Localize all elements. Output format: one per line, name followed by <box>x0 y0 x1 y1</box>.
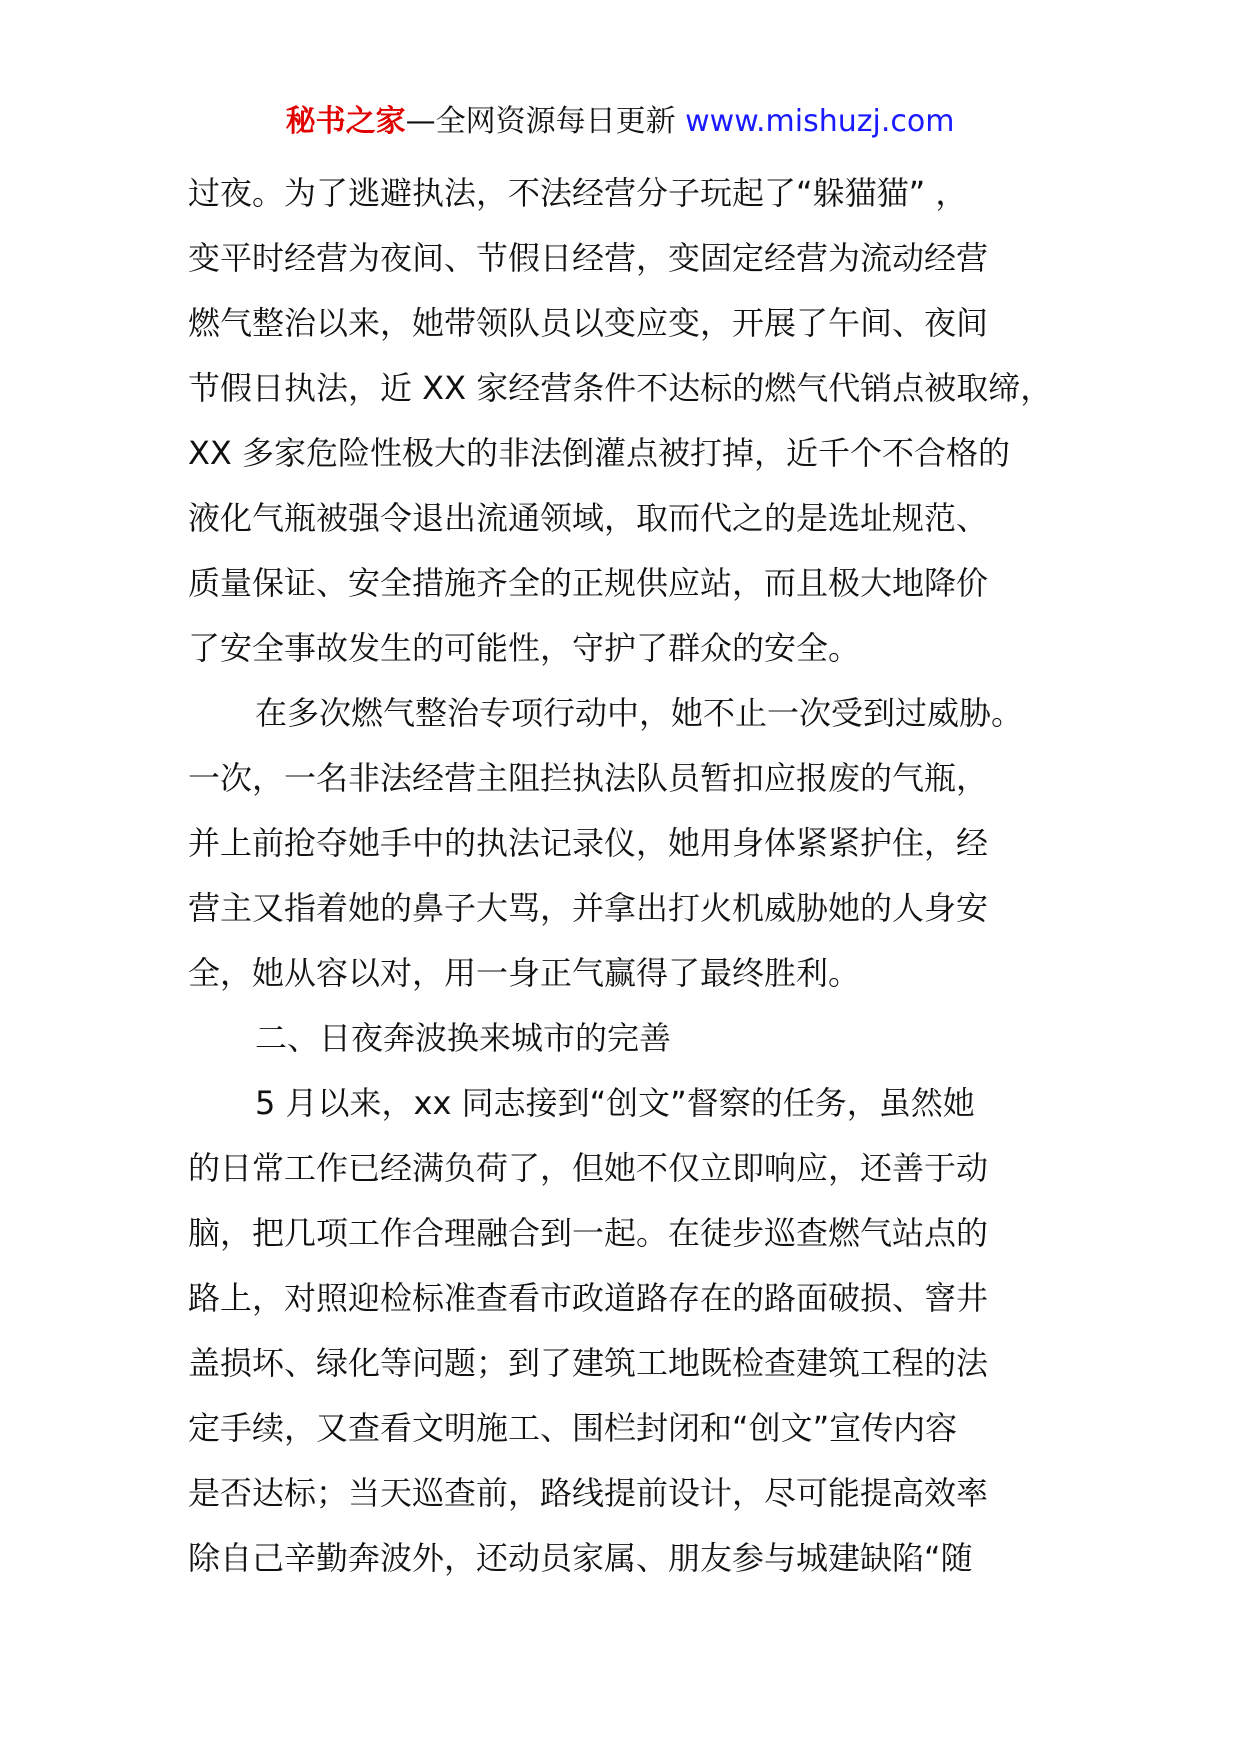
text-line: 是否达标；当天巡查前，路线提前设计，尽可能提高效率 <box>188 1474 989 1512</box>
header-tagline: —全网资源每日更新 <box>405 104 686 139</box>
site-url-link[interactable]: www.mishuzj.com <box>685 104 955 139</box>
text-line: 全，她从容以对，用一身正气赢得了最终胜利。 <box>188 954 861 992</box>
text-line: 营主又指着她的鼻子大骂，并拿出打火机威胁她的人身安 <box>188 889 989 927</box>
text-line: 过夜。为了逃避执法，不法经营分子玩起了“躲猫猫” ， <box>188 174 968 212</box>
text-line: 液化气瓶被强令退出流通领域，取而代之的是选址规范、 <box>188 499 989 537</box>
text-line: 二、日夜奔波换来城市的完善 <box>255 1019 672 1057</box>
text-line: 变平时经营为夜间、节假日经营，变固定经营为流动经营 <box>188 239 989 277</box>
text-line: 质量保证、安全措施齐全的正规供应站，而且极大地降价 <box>188 564 989 602</box>
text-line: 路上，对照迎检标准查看市政道路存在的路面破损、窨井 <box>188 1279 989 1317</box>
site-header <box>0 100 1240 144</box>
text-line: 了安全事故发生的可能性，守护了群众的安全。 <box>188 629 861 667</box>
text-line: 节假日执法，近 XX 家经营条件不达标的燃气代销点被取缔， <box>188 369 1053 407</box>
text-line: 一次，一名非法经营主阻拦执法队员暂扣应报废的气瓶， <box>188 759 989 797</box>
document-body <box>188 161 1088 1591</box>
text-line: XX 多家危险性极大的非法倒灌点被打掉，近千个不合格的 <box>188 434 1011 472</box>
text-line: 并上前抢夺她手中的执法记录仪，她用身体紧紧护住，经 <box>188 824 989 862</box>
brand-name: 秘书之家 <box>285 104 406 139</box>
text-line: 的日常工作已经满负荷了，但她不仅立即响应，还善于动 <box>188 1149 989 1187</box>
text-line: 5 月以来，xx 同志接到“创文”督察的任务，虽然她 <box>255 1084 975 1122</box>
text-line: 在多次燃气整治专项行动中，她不止一次受到过威胁。 <box>255 694 1024 732</box>
text-line: 除自己辛勤奔波外，还动员家属、朋友参与城建缺陷“随 <box>188 1539 973 1577</box>
text-line: 定手续，又查看文明施工、围栏封闭和“创文”宣传内容 <box>188 1409 958 1447</box>
text-line: 燃气整治以来，她带领队员以变应变，开展了午间、夜间 <box>188 304 989 342</box>
text-line: 盖损坏、绿化等问题；到了建筑工地既检查建筑工程的法 <box>188 1344 989 1382</box>
text-line: 脑，把几项工作合理融合到一起。在徒步巡查燃气站点的 <box>188 1214 989 1252</box>
